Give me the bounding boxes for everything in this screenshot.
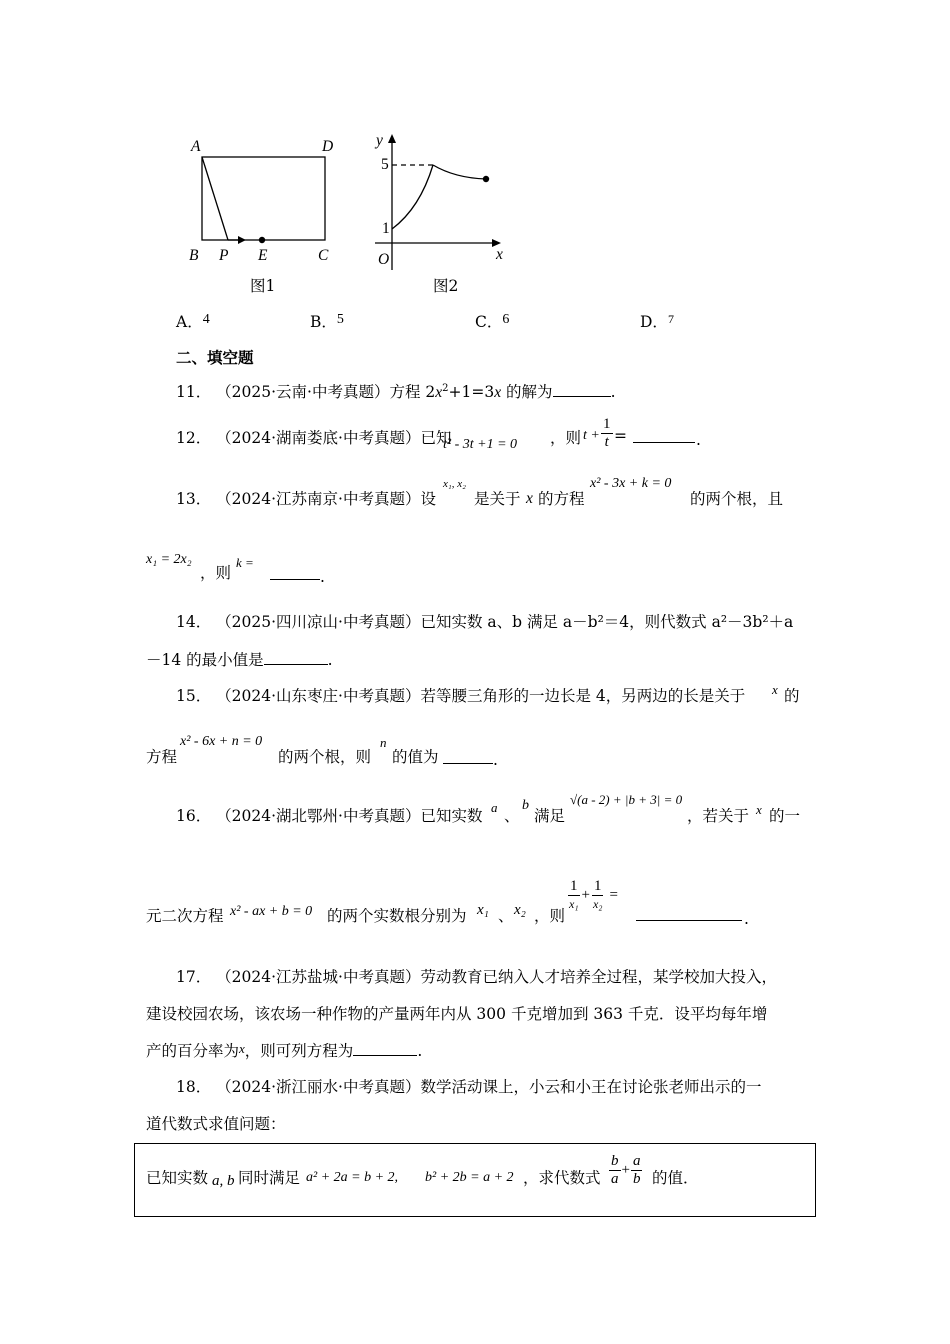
q17-number: 17． (176, 968, 212, 986)
q17-line3-b: ，则可列方程为 (244, 1042, 354, 1060)
option-b[interactable] (310, 312, 344, 334)
option-b-value: 5 (336, 312, 344, 327)
q14-answer-blank[interactable] (264, 650, 328, 665)
label-x: x (496, 246, 503, 263)
graph-curve-falling (433, 165, 486, 179)
q17-var-x: x (239, 1041, 245, 1056)
q16-var-x: x (756, 802, 762, 817)
tick-label-5: 5 (381, 156, 389, 173)
figure-2-caption: 图2 (433, 277, 459, 295)
q13-roots: x₁, x₂ (443, 478, 466, 490)
q16-root-x1: x₁ (477, 902, 489, 918)
q13-tail: 的两个根，且 (690, 490, 784, 508)
q14-end: . (327, 651, 333, 669)
question-18 (176, 1077, 761, 1097)
question-17-line3 (146, 1041, 422, 1062)
q14-line1: （2025·四川凉山·中考真题）已知实数 a、b 满足 a－b²＝4，则代数式 a²－3b²＋a (216, 613, 794, 631)
q15-line2-c: 的值为 (392, 748, 439, 766)
q13-mid2: 的方程 (538, 490, 585, 508)
q17-line3-a: 产的百分率为 (146, 1042, 240, 1060)
q18-line2: 道代数式求值问题： (146, 1115, 286, 1133)
q17-answer-blank[interactable] (353, 1041, 417, 1056)
q17-line2: 建设校园农场，该农场一种作物的产量两年内从 300 千克增加到 363 千克．设平均每年增 (146, 1005, 768, 1023)
q16-mid: 满足 (534, 807, 566, 825)
question-12 (176, 428, 451, 448)
q11-var-x: x (435, 384, 443, 401)
q13-k: k = (236, 555, 254, 570)
option-a-value: 4 (202, 312, 210, 327)
section-title: 二、填空题 (176, 348, 254, 367)
option-d[interactable] (640, 312, 674, 333)
question-13 (176, 489, 436, 509)
q11-var-x2: x (494, 384, 502, 401)
q15-end: . (493, 751, 498, 769)
label-d: D (322, 138, 334, 155)
q18-number: 18． (176, 1078, 212, 1096)
option-c-letter: C． (475, 313, 503, 331)
q18-box-ab: a, b (212, 1173, 235, 1189)
q15-line1: （2024·山东枣庄·中考真题）若等腰三角形的一边长是 4，另两边的长是关于 (216, 687, 746, 705)
q16-line2-a: 元二次方程 (146, 907, 224, 925)
q13-var-x: x (526, 490, 533, 507)
q11-answer-blank[interactable] (553, 382, 611, 397)
label-a: A (191, 138, 201, 155)
q12-eqsign: = (614, 427, 627, 445)
q15-var-x: x (772, 682, 778, 697)
q13-line2-mid: ，则 (200, 564, 232, 582)
q13-source: （2024·江苏南京·中考真题）设 (216, 490, 436, 508)
q18-expression (608, 1153, 643, 1188)
y-axis-arrow (388, 134, 396, 143)
segment-ap (202, 157, 228, 240)
q18-box-c: ，求代数式 (523, 1169, 601, 1187)
q18-box-a: 已知实数 (146, 1169, 209, 1187)
question-16 (176, 806, 482, 826)
q14-line2: －14 的最小值是 (146, 651, 264, 669)
q13-end: . (320, 568, 325, 586)
label-y: y (376, 132, 383, 149)
label-c: C (318, 247, 329, 264)
q18-line1: （2024·浙江丽水·中考真题）数学活动课上，小云和小王在讨论张老师出示的一 (216, 1078, 762, 1096)
graph-endpoint (483, 176, 489, 182)
q12-equation: t² - 3t +1 = 0 (443, 437, 518, 452)
figure-1-caption: 图1 (250, 277, 276, 295)
q18-box-b: 同时满足 (238, 1169, 301, 1187)
q16-f1-den: x₁ (569, 897, 579, 911)
q16-number: 16． (176, 807, 212, 825)
q11-source: （2025·云南·中考真题）方程 2 (216, 383, 436, 401)
q16-plus: + (581, 887, 590, 903)
q13-answer-blank[interactable] (270, 565, 320, 580)
q18-box-eq2: b² + 2b = a + 2 (425, 1170, 514, 1185)
q16-end: . (744, 910, 749, 928)
q16-source: （2024·湖北鄂州·中考真题）已知实数 (216, 807, 483, 825)
option-c-value: 6 (502, 312, 510, 327)
q16-dun: 、 (498, 907, 514, 925)
option-d-value: 7 (667, 312, 674, 326)
q18-box-d: 的值． (652, 1169, 699, 1187)
q12-expr-t: t + (583, 428, 600, 443)
label-origin: O (378, 251, 390, 268)
q16-line2-c: ，则 (534, 907, 566, 925)
q13-mid: 是关于 (474, 490, 521, 508)
q11-sup: 2 (442, 382, 449, 394)
q12-number: 12． (176, 429, 212, 447)
q16-var-b: b (522, 798, 529, 813)
q18-f2-den: b (632, 1171, 641, 1187)
q12-answer-blank[interactable] (633, 428, 695, 443)
q14-number: 14． (176, 613, 212, 631)
q16-tail2: 的一 (769, 807, 801, 825)
q16-root-x2: x₂ (514, 902, 526, 918)
q16-answer-blank[interactable] (636, 906, 742, 921)
label-b: B (189, 247, 199, 264)
q16-f1-num: 1 (570, 878, 578, 894)
q12-source: （2024·湖南娄底·中考真题）已知 (216, 429, 452, 447)
q18-box-eq1: a² + 2a = b + 2, (306, 1170, 399, 1185)
q15-number: 15． (176, 687, 212, 705)
q16-sep: 、 (504, 807, 520, 825)
q15-equation: x² - 6x + n = 0 (180, 734, 263, 749)
q16-expression (566, 878, 618, 913)
q13-number: 13． (176, 490, 212, 508)
q13-condition: x₁ = 2x₂ (146, 552, 192, 567)
q16-tail: ，若关于 (687, 807, 750, 825)
q15-line2-a: 方程 (146, 748, 178, 766)
question-11 (176, 382, 616, 403)
rectangle-abcd (202, 157, 325, 240)
option-b-letter: B． (310, 313, 337, 331)
q11-number: 11． (176, 383, 212, 401)
q17-end: . (417, 1042, 423, 1060)
q16-line2-b: 的两个实数根分别为 (327, 907, 467, 925)
label-e: E (258, 247, 268, 264)
option-d-letter: D． (640, 313, 668, 331)
q18-f2-num: a (632, 1153, 641, 1169)
q18-plus: + (621, 1162, 630, 1178)
option-a-letter: A． (176, 313, 203, 331)
q12-fraction (600, 416, 614, 451)
q18-f1-den: a (611, 1171, 619, 1187)
q16-condition: √(a - 2) + |b + 3| = 0 (570, 792, 683, 807)
question-14 (176, 612, 793, 632)
q16-eqsign: = (609, 887, 618, 903)
q11-tail: 的解为 (501, 383, 553, 401)
q12-end: . (696, 431, 701, 449)
question-15 (176, 686, 745, 706)
graph-curve-rising (392, 165, 433, 229)
q18-f1-num: b (611, 1153, 619, 1169)
q13-equation: x² - 3x + k = 0 (590, 476, 672, 491)
q12-frac-den: t (604, 434, 609, 450)
q16-var-a: a (491, 800, 498, 815)
q15-line1-end: 的 (784, 687, 800, 705)
q11-mid: +1=3 (448, 383, 495, 401)
q17-line1: （2024·江苏盐城·中考真题）劳动教育已纳入人才培养全过程，某学校加大投入， (216, 968, 777, 986)
q12-mid: ，则 (550, 429, 582, 447)
q16-equation: x² - ax + b = 0 (230, 904, 313, 919)
q11-end: . (610, 383, 616, 401)
point-e (259, 237, 265, 243)
label-p: P (219, 247, 229, 264)
question-14-line2 (146, 650, 333, 670)
q15-line2-b: 的两个根，则 (278, 748, 372, 766)
option-c[interactable] (475, 312, 509, 334)
tick-label-1: 1 (382, 220, 390, 237)
q16-f2-num: 1 (593, 878, 602, 894)
q16-f2-den: x₂ (592, 897, 603, 911)
arrow-head (238, 236, 246, 244)
q15-var-n: n (380, 735, 387, 750)
q15-answer-blank[interactable] (443, 749, 493, 764)
question-17 (176, 967, 777, 987)
q12-frac-num: 1 (603, 416, 611, 432)
option-a[interactable] (176, 312, 210, 334)
